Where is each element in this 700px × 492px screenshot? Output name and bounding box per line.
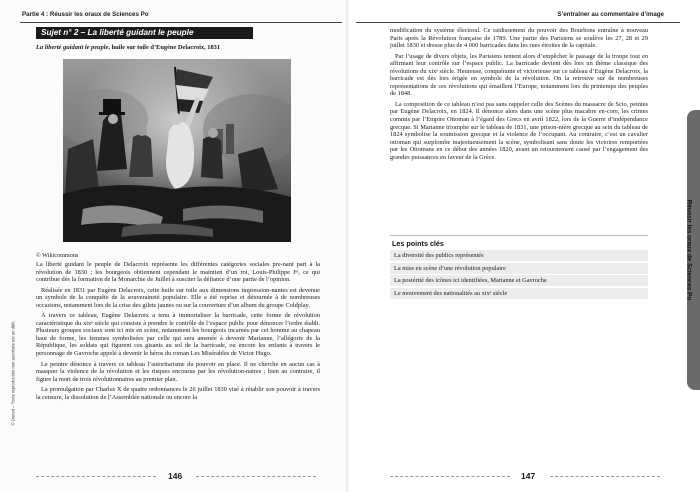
right-page bbox=[350, 0, 700, 492]
folio-rule-left bbox=[36, 476, 156, 477]
painting-image bbox=[63, 59, 291, 242]
header-rule bbox=[356, 22, 680, 23]
page-number-left: 146 bbox=[168, 471, 183, 481]
right-body-text bbox=[390, 27, 648, 164]
paragraph: Réalisée en 1831 par Eugène Delacroix, cette huile sur toile aux dimensions impression-nantes est devenue un symbole de la conquête de la souveraineté populaire. Elle a été reprise et détournée à de nombreuses occasions, notamment lors de la crise des gilets jaunes ou sur la couverture d’un album du groupe Coldplay. bbox=[36, 286, 320, 309]
paragraph: La composition de ce tableau n’est pas sans rappeler celle des Scènes du massacre de Scio, peintes par Eugène Delacroix, en 1824. Il dénonce alors dans une scène plus macabre en-core, les crimes commis par l’Empire Ottoman à l’égard des Grecs en avril 1822, lors de la Guerre d’indépendance grecque. Si Marianne triomphe sur le tableau de 1831, une prison-nière grecque au sein du tableau de 1824 symbolise la soumission grecque et la violence de l’occupant. Au contraire, c’est un cavalier ottoman qui surplombe majestueusement la scène, symbolisant sans doute les victoires remportées par les Ottomans en ce début des années 1820, avant un retournement causé par l’engagement des grandes puissances en faveur de la Grèce. bbox=[390, 100, 648, 161]
key-point-item: Le mouvement des nationalités au xixᵉ siècle bbox=[390, 288, 648, 299]
image-caption bbox=[36, 44, 220, 51]
image-credit: © Wikicommons bbox=[36, 252, 79, 259]
paragraph: La liberté guidant le peuple de Delacroix représente les différentes catégories sociales pre-nant part à la révolution de 1830 ; les bourgeois obtiennent cependant le maintien d’un roi, Louis-Philippe Iᵉʳ, ce qui contribue dès la formation de la Monarchie de Juillet à susciter la défiance d’une partie de l’opinion. bbox=[36, 261, 320, 284]
painting-illustration bbox=[63, 59, 291, 242]
paragraph: modification du système électoral. Ce raidissement du pouvoir des Bourbons entraîne à nouveau Paris après la Révolution française de 1789. Une partie des Parisiens se soulève les 27, 28 et 29 juillet 1830 et dresse plus de 4 000 barricades dans les rues étroites de la capitale. bbox=[390, 27, 648, 50]
header-rule bbox=[20, 22, 342, 23]
key-point-item: La postérité des icônes ici identifiées, Marianne et Gavroche bbox=[390, 275, 648, 286]
running-head-right: S’entraîner au commentaire d’image bbox=[557, 11, 664, 18]
key-points-box bbox=[390, 235, 648, 300]
copyright-notice: © Dunod – Toute reproduction non autorisée est un délit. bbox=[10, 320, 16, 426]
section-title: Sujet n° 2 – La liberté guidant le peuple bbox=[36, 27, 253, 39]
key-point-item: La diversité des publics représentés bbox=[390, 250, 648, 261]
key-points-title: Les points clés bbox=[390, 235, 648, 250]
caption-rest: , huile sur toile d’Eugène Delacroix, 1831 bbox=[108, 44, 221, 51]
side-tab-label: Réussir les oraux de Sciences Po bbox=[685, 199, 693, 301]
left-body-text bbox=[36, 261, 320, 404]
page-number-right: 147 bbox=[521, 471, 536, 481]
paragraph: Le peintre dénonce à travers ce tableau l’autoritarisme du pouvoir en place. Il ne cherche en aucun cas à masquer la violence de la révolution et les risques encourus par les révolution-naires ; bien au contraire, il figure la mort de trois révolutionnaires au premier plan. bbox=[36, 360, 320, 383]
running-head-left: Partie 4 : Réussir les oraux de Sciences Po bbox=[22, 11, 149, 18]
folio-rule-left bbox=[390, 476, 510, 477]
paragraph: Par l’usage de divers objets, les Parisiens tentent alors d’empêcher le passage de la troupe tout en affirmant leur contrôle sur l’espace public. La barricade devient dès lors un thème classique des révolutions du xixᵉ siècle. Heureuse, conquérante et victorieuse sur ce tableau d’Eugène Delacroix, la barricade est dès lors érigée en symbole de la révolution. On la retrouve sur de nombreuses représentations de ces révolutions qui émaillent l’Europe, notamment lors du printemps des peuples de 1848. bbox=[390, 52, 648, 98]
folio-rule-right bbox=[550, 476, 660, 477]
paragraph: La promulgation par Charles X de quatre ordonnances le 26 juillet 1830 visé à rétablir son pouvoir à travers la censure, la dissolution de l’Assemblée nationale ou encore la bbox=[36, 386, 320, 401]
paragraph: À travers ce tableau, Eugène Delacroix a tenu à immortaliser la barricade, cette forme de révolution caractéristique du xixᵉ siècle qui consiste à prendre le contrôle de l’espace public pour dénoncer l’ordre établi. Plusieurs groupes sociaux sont ici mis en scène, notamment les bourgeois incarnés par cet homme au chapeau haut de forme, les femmes symbolisées par celle qui sera amenée à devenir Marianne, l’allégorie de la République, les soldats qui figurent ces gisants au sol de la barricade, ou encore les enfants à travers le personnage de Gavroche appelé à devenir le héros du roman Les Misérables de Victor Hugo. bbox=[36, 312, 320, 358]
folio-rule-right bbox=[196, 476, 316, 477]
key-point-item: La mise en scène d’une révolution populaire bbox=[390, 263, 648, 274]
caption-title: La liberté guidant le peuple bbox=[36, 44, 109, 51]
